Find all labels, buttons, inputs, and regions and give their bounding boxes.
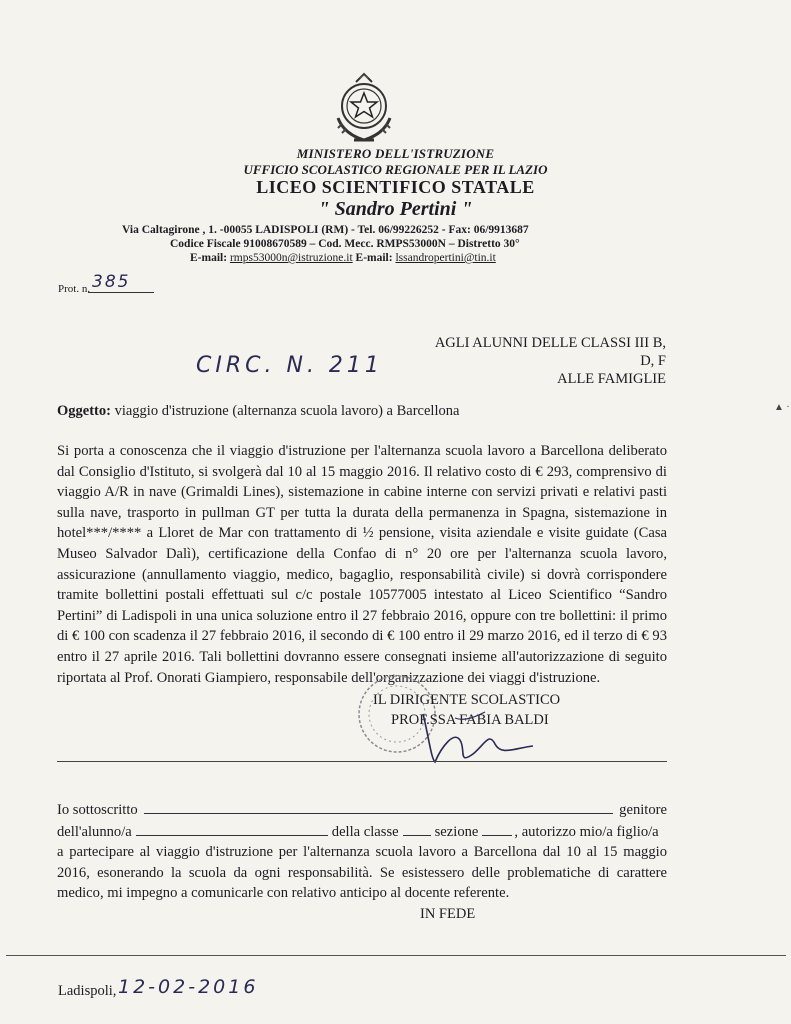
signature-name: PROF.SSA FABIA BALDI xyxy=(391,712,549,728)
email-link-1[interactable]: rmps53000n@istruzione.it xyxy=(229,252,353,264)
circular-number: CIRC. N. 211 xyxy=(196,353,383,378)
recipients xyxy=(420,334,666,388)
form-text: a partecipare al viaggio d'istruzione per l'alternanza scuola lavoro a Barcellona dal 10 al 15 maggio 2016, esonerando la scuola da ogni responsabilità. Se esistessero delle problematiche di carattere medico, mi impegno a comunicarle con relativo anticipo al docente referente. xyxy=(57,844,667,902)
signature-title: IL DIRIGENTE SCOLASTICO xyxy=(373,692,561,708)
signature-line xyxy=(6,955,786,956)
school-name: " Sandro Pertini " xyxy=(318,198,473,220)
school-codes: Codice Fiscale 91008670589 – Cod. Mecc. RMPS53000N – Distretto 30° xyxy=(170,238,520,250)
email-label-1: E-mail: xyxy=(190,252,228,264)
subject-label: Oggetto: xyxy=(57,403,111,419)
form-alunno: dell'alunno/a xyxy=(57,823,132,840)
subject-text: viaggio d'istruzione (alternanza scuola lavoro) a Barcellona xyxy=(114,403,460,419)
school-address: Via Caltagirone , 1. -00055 LADISPOLI (RM) - Tel. 06/99226252 - Fax: 06/9913687 xyxy=(122,224,529,236)
class-field[interactable] xyxy=(403,821,431,836)
handwritten-signature xyxy=(415,708,535,766)
protocol-number: 385 xyxy=(88,272,154,293)
protocol-label: Prot. n. xyxy=(58,283,91,295)
recipients-line-1: AGLI ALUNNI DELLE CLASSI III B, D, F xyxy=(434,335,666,369)
ministry-name: MINISTERO DELL'ISTRUZIONE xyxy=(296,146,495,161)
student-name-field[interactable] xyxy=(136,821,328,836)
section-divider xyxy=(57,761,667,762)
italian-republic-emblem xyxy=(324,68,404,148)
email-link-2[interactable]: lssandropertini@tin.it xyxy=(395,252,496,264)
form-row-2 xyxy=(57,821,667,843)
form-autorizzo: , autorizzo mio/a figlio/a xyxy=(514,823,659,840)
form-sezione: sezione xyxy=(434,823,479,840)
subject-line xyxy=(57,403,459,420)
school-emails xyxy=(190,252,496,264)
recipients-line-2: ALLE FAMIGLIE xyxy=(557,371,666,387)
form-della-classe: della classe xyxy=(331,823,399,840)
margin-mark: ▲ · xyxy=(774,402,790,413)
school-type: LICEO SCIENTIFICO STATALE xyxy=(256,177,535,197)
handwritten-date: 12-02-2016 xyxy=(118,976,259,998)
parent-name-field[interactable] xyxy=(144,799,614,814)
form-io-sottoscritto: Io sottoscritto xyxy=(57,802,138,818)
section-field[interactable] xyxy=(482,821,512,836)
email-label-2: E-mail: xyxy=(355,252,393,264)
body-paragraph: Si porta a conoscenza che il viaggio d'istruzione per l'alternanza scuola lavoro a Barcellona deliberato dal Consiglio d'Istituto, si svolgerà dal 10 al 15 maggio 2016. Il relativo costo di € 293, comprensivo di viaggio A/R in nave (Grimaldi Lines), sistemazione in cabine interne con servizi privati e relativi pasti sulla nave, trasporto in pullman GT per tutta la durata della permanenza in Spagna, sistemazione in hotel***/**** a Lloret de Mar con trattamento di ½ pensione, visita aziendale e visite guidate (Casa Museo Salvador Dalì), certificazione della Confao di n° 20 ore per l'alternanza scuola lavoro, assicurazione (annullamento viaggio, medico, bagaglio, responsabilità civile) si dovrà corrispondere tramite bollettini postali effettuati sul c/c postale 10577005 intestato al Liceo Scientifico “Sandro Pertini” di Ladispoli in una unica soluzione entro il 27 febbraio 2016, oppure con tre bollettini: il primo di € 100 con scadenza il 27 febbraio 2016, il secondo di € 100 entro il 29 marzo 2016, ed il terzo di € 93 entro il 27 aprile 2016. Tali bollettini dovranno essere consegnati insieme all'autorizzazione di seguito riportata al Prof. Onorati Giampiero, responsabile dell'organizzazione dei viaggi d'istruzione. xyxy=(57,443,667,686)
regional-office: UFFICIO SCOLASTICO REGIONALE PER IL LAZIO xyxy=(243,162,548,177)
form-row-1 xyxy=(57,799,667,821)
place-label: Ladispoli, xyxy=(58,983,117,999)
authorization-form xyxy=(57,799,667,904)
form-genitore: genitore xyxy=(619,802,667,818)
in-fede-label: IN FEDE xyxy=(420,906,476,922)
